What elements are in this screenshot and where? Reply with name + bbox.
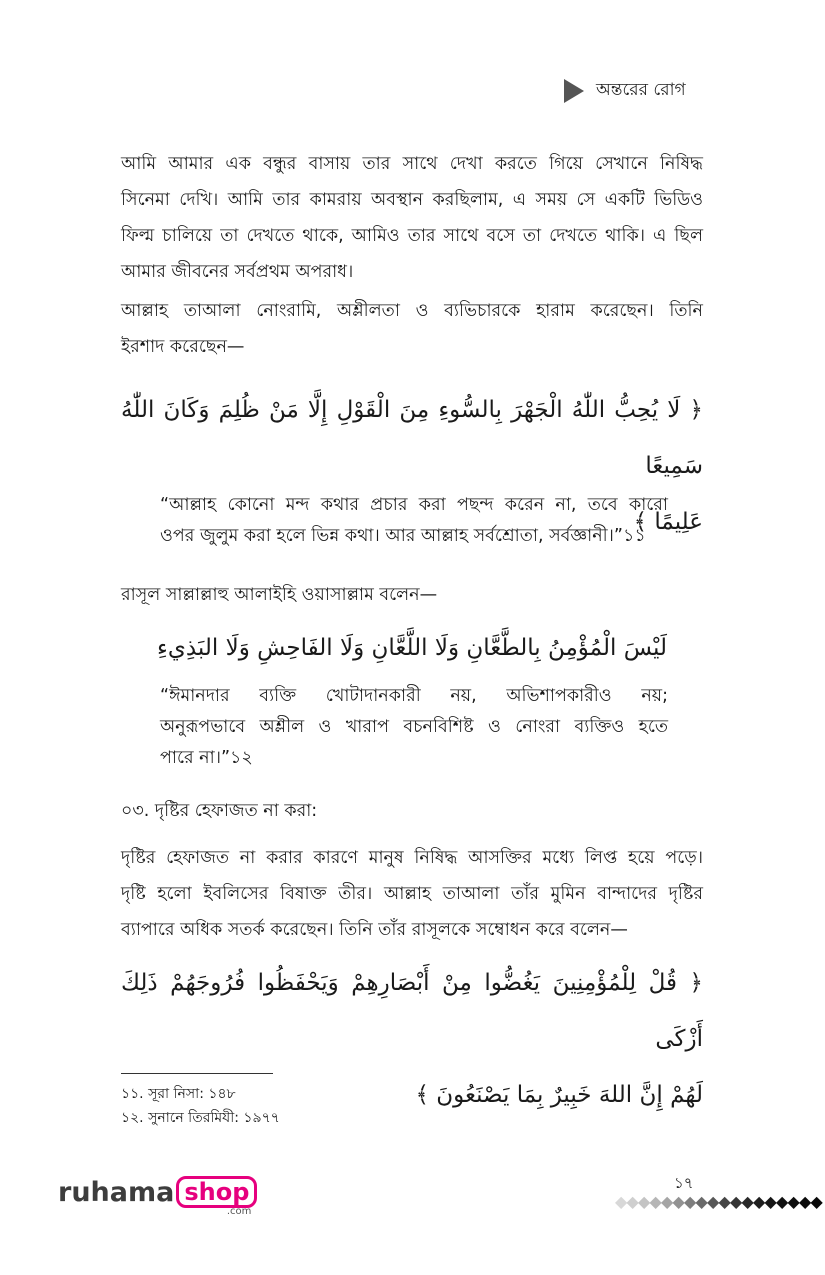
ruhamashop-logo: [58, 1176, 257, 1220]
footnote-12: ১২. সুনানে তিরমিযী: ১৯৭৭: [121, 1110, 280, 1126]
text-line: দৃষ্টি হলো ইবলিসের বিষাক্ত তীর। আল্লাহ তাআলা তাঁর মুমিন বান্দাদের দৃষ্টির: [121, 884, 703, 904]
chapter-title: অন্তরের রোগ: [596, 80, 686, 100]
diamond-ornament: ◆◆◆◆◆◆◆◆◆◆◆◆◆◆◆◆◆◆: [615, 1192, 823, 1211]
logo-text-ruhama: ruhama: [58, 1177, 175, 1208]
text-line: আমার জীবনের সর্বপ্রথম অপরাধ।: [121, 262, 354, 282]
section-heading: [121, 793, 703, 829]
heading-text: ০৩. দৃষ্টির হেফাজত না করা:: [121, 801, 318, 821]
logo-text-com: .com: [226, 1206, 252, 1217]
page-number: ১৭: [674, 1174, 694, 1192]
text-line: ইরশাদ করেছেন—: [121, 337, 245, 357]
arabic-line: ﴿ قُلْ لِلْمُؤْمِنِينَ يَغُضُّوا مِنْ أَبْصَارِهِمْ وَيَحْفَظُوا فُرُوجَهُمْ ذَلِكَ أَزْكَى: [121, 970, 703, 1052]
paragraph-1: [121, 146, 703, 290]
play-triangle-icon: [564, 79, 584, 103]
text-line: “আল্লাহ কোনো মন্দ কথার প্রচার করা পছন্দ করেন না, তবে কারো: [160, 495, 668, 515]
text-line: অনুরূপভাবে অশ্লীল ও খারাপ বচনবিশিষ্ট ও নোংরা ব্যক্তিও হতে: [160, 717, 668, 737]
paragraph-4: [121, 840, 703, 948]
text-line: পারে না।”১২: [160, 748, 253, 768]
logo-text-shop: shop: [176, 1176, 257, 1208]
arabic-line: لَيْسَ الْمُؤْمِنُ بِالطَّعَّانِ وَلَا اللَّعَّانِ وَلَا الفَاحِشِ وَلَا البَذِيءِ: [157, 635, 667, 661]
text-line: ব্যাপারে অধিক সতর্ক করেছেন। তিনি তাঁর রাসূলকে সম্বোধন করে বলেন—: [121, 920, 628, 940]
translation-1: [160, 490, 668, 552]
text-line: আমি আমার এক বন্ধুর বাসায় তার সাথে দেখা করতে গিয়ে সেখানে নিষিদ্ধ: [121, 154, 703, 174]
hadith-text: [121, 620, 703, 676]
running-header: [564, 78, 686, 104]
logo-shop-badge: [176, 1176, 257, 1217]
text-line: রাসূল সাল্লাল্লাহু আলাইহি ওয়াসাল্লাম বলেন—: [121, 585, 438, 605]
text-line: “ঈমানদার ব্যক্তি খোটাদানকারী নয়, অভিশাপকারীও নয়;: [160, 686, 668, 706]
paragraph-2: [121, 293, 703, 365]
paragraph-3: [121, 577, 703, 613]
footnote-divider: [121, 1073, 273, 1074]
arabic-line: لَهُمْ إِنَّ اللهَ خَبِيرٌ بِمَا يَصْنَعُونَ ﴾: [415, 1082, 703, 1108]
arabic-line: ﴿ لَا يُحِبُّ اللّٰهُ الْجَهْرَ بِالسُّوءِ مِنَ الْقَوْلِ إِلَّا مَنْ ظُلِمَ وَكَانَ اللّٰهُ سَمِيعًا: [121, 397, 703, 479]
translation-2: [160, 681, 668, 774]
text-line: সিনেমা দেখি। আমি তার কামরায় অবস্থান করছিলাম, এ সময় সে একটি ভিডিও: [121, 190, 703, 210]
footnote-11: ১১. সূরা নিসা: ১৪৮: [121, 1086, 236, 1102]
arabic-line: عَلِيمًا ﴾: [633, 509, 703, 535]
text-line: দৃষ্টির হেফাজত না করার কারণে মানুষ নিষিদ্ধ আসক্তির মধ্যে লিপ্ত হয়ে পড়ে।: [121, 848, 703, 868]
text-line: ওপর জুলুম করা হলে ভিন্ন কথা। আর আল্লাহ সর্বশ্রোতা, সর্বজ্ঞানী।”১১: [160, 526, 646, 546]
text-line: আল্লাহ তাআলা নোংরামি, অশ্লীলতা ও ব্যভিচারকে হারাম করেছেন। তিনি: [121, 301, 703, 321]
text-line: ফিল্ম চালিয়ে তা দেখতে থাকে, আমিও তার সাথে বসে তা দেখতে থাকি। এ ছিল: [121, 226, 703, 246]
